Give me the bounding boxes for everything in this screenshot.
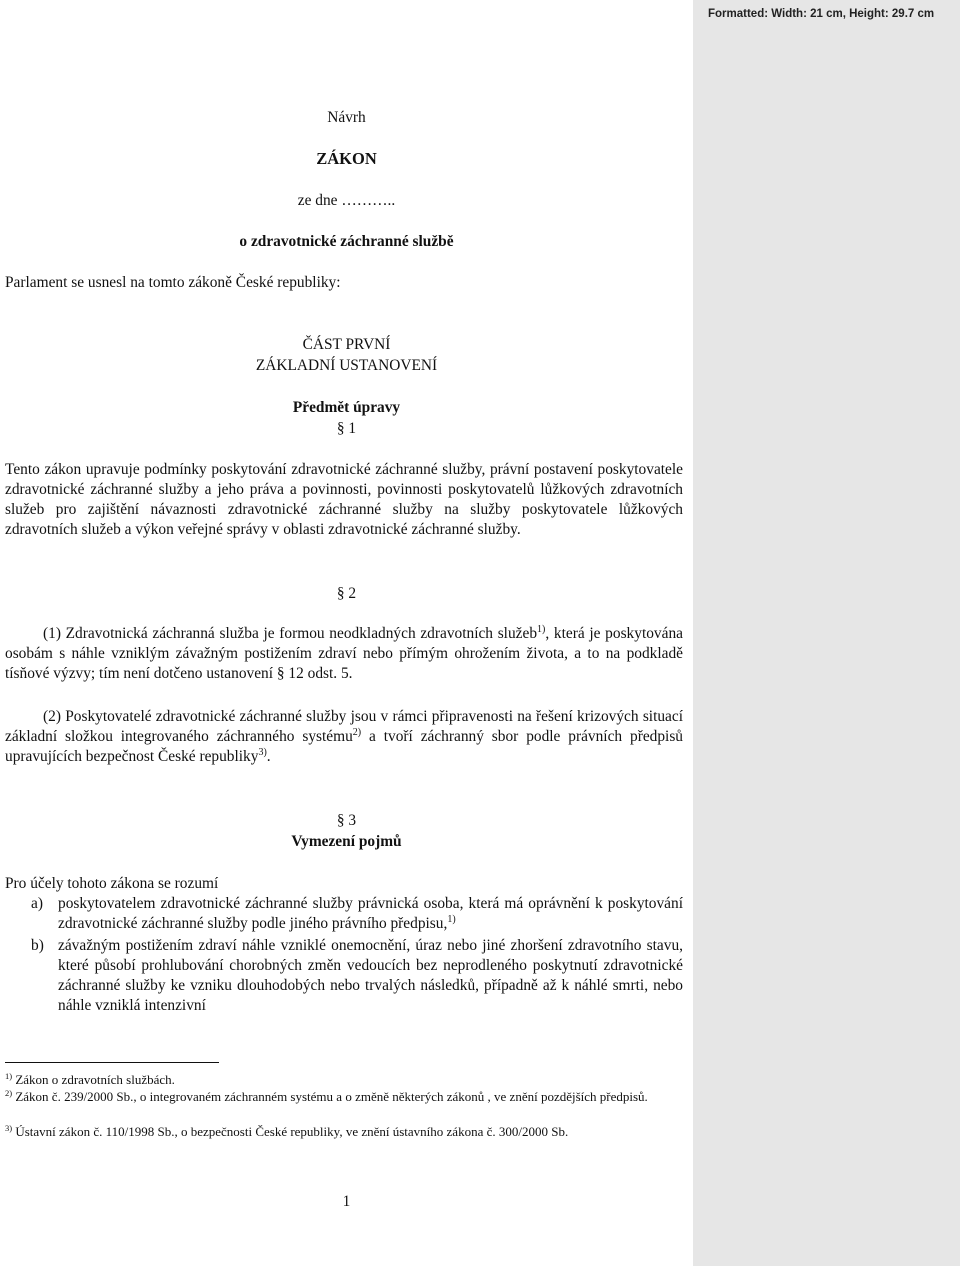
section-1-sign: § 1 bbox=[336, 420, 357, 437]
list-marker: b) bbox=[31, 937, 44, 954]
preamble: Parlament se usnesl na tomto zákoně České republiky: bbox=[5, 274, 341, 291]
footnote-3 bbox=[5, 1124, 683, 1140]
section-3-sign: § 3 bbox=[336, 812, 357, 829]
footnote-ref-1[interactable]: 1) bbox=[537, 624, 546, 635]
section-3-intro: Pro účely tohoto zákona se rozumí bbox=[5, 875, 219, 892]
section-2-paragraph-2 bbox=[5, 707, 683, 767]
s2p2-text-b: a tvoří záchranný sbor podle právních předpisů upravujících bezpečnost České republiky bbox=[5, 728, 683, 765]
footnote-mark: 3) bbox=[5, 1123, 13, 1133]
footnote-text: Ústavní zákon č. 110/1998 Sb., o bezpečnosti České republiky, ve znění ústavního zákona č. 300/2000 Sb. bbox=[12, 1124, 569, 1139]
formatting-note[interactable]: Formatted: Width: 21 cm, Height: 29.7 cm bbox=[708, 8, 935, 20]
section-1-paragraph: Tento zákon upravuje podmínky poskytování zdravotnické záchranné služby, právní postavení poskytovatele zdravotnické záchranné služby a jeho práva a povinnosti, povinnosti poskytovatelů lůžkových zdravotních služeb pro zajištění návaznosti zdravotnické záchranné služby na služby poskytovatele lůžkových zdravotních služeb a výkon veřejné správy v oblasti zdravotnické záchranné služby. bbox=[5, 461, 683, 538]
part-name: ZÁKLADNÍ USTANOVENÍ bbox=[255, 357, 438, 374]
footnote-mark: 2) bbox=[5, 1088, 13, 1098]
law-date: ze dne ……….. bbox=[297, 192, 396, 209]
footnote-2 bbox=[5, 1089, 683, 1105]
law-subject: o zdravotnické záchranné službě bbox=[239, 233, 454, 250]
footnote-separator bbox=[5, 1062, 219, 1063]
section-3-heading: Vymezení pojmů bbox=[291, 833, 402, 850]
footnote-text: Zákon o zdravotních službách. bbox=[12, 1072, 175, 1087]
section-2-paragraph-1 bbox=[5, 624, 683, 684]
section-1-heading: Předmět úpravy bbox=[292, 399, 401, 416]
footnote-ref-3[interactable]: 3) bbox=[258, 747, 267, 758]
page-number: 1 bbox=[342, 1193, 351, 1210]
part-number: ČÁST PRVNÍ bbox=[302, 336, 391, 353]
footnote-1 bbox=[5, 1072, 683, 1088]
list-item-text: závažným postižením zdraví náhle vzniklé onemocnění, úraz nebo jiné zhoršení zdravotního stavu, které působí prohlubování chorobných změn vedoucích bez neprodleného poskytnutí zdravotnické záchranné služby ke vzniku dlouhodobých nebo trvalých následků, případně až k náhlé smrti, nebo náhle vzniklá intenzivní bbox=[58, 937, 683, 1014]
footnote-ref-1b[interactable]: 1) bbox=[447, 914, 456, 925]
list-marker: a) bbox=[31, 895, 43, 912]
list-item-a bbox=[5, 894, 683, 934]
section-2-sign: § 2 bbox=[336, 585, 357, 602]
comments-margin-pane bbox=[693, 0, 960, 1266]
section-1-text bbox=[5, 460, 683, 540]
draft-label: Návrh bbox=[327, 109, 366, 126]
s2p1-text-a: (1) Zdravotnická záchranná služba je formou neodkladných zdravotních služeb bbox=[43, 625, 538, 642]
list-item-b bbox=[5, 936, 683, 1016]
footnote-text: Zákon č. 239/2000 Sb., o integrovaném záchranném systému a o změně některých zákonů , ve znění pozdějších předpisů. bbox=[12, 1089, 648, 1104]
law-title: ZÁKON bbox=[316, 149, 377, 168]
s2p2-text-a: (2) Poskytovatelé zdravotnické záchranné služby jsou v rámci připravenosti na řešení krizových situací základní složkou integrovaného záchranného systému bbox=[5, 708, 683, 745]
s2p2-text-c: . bbox=[266, 748, 271, 765]
footnote-ref-2[interactable]: 2) bbox=[352, 727, 362, 738]
footnote-mark: 1) bbox=[5, 1071, 13, 1081]
s2p1-text-b: , která je poskytována osobám s náhle vzniklým závažným postižením zdraví nebo přímým ohrožením života, a to na podkladě tísňové výzvy; tím není dotčeno ustanovení § 12 odst. 5. bbox=[5, 625, 683, 682]
list-item-text: poskytovatelem zdravotnické záchranné služby právnická osoba, která má oprávnění k poskytování zdravotnické záchranné služby podle jiného právního předpisu, bbox=[58, 895, 683, 932]
